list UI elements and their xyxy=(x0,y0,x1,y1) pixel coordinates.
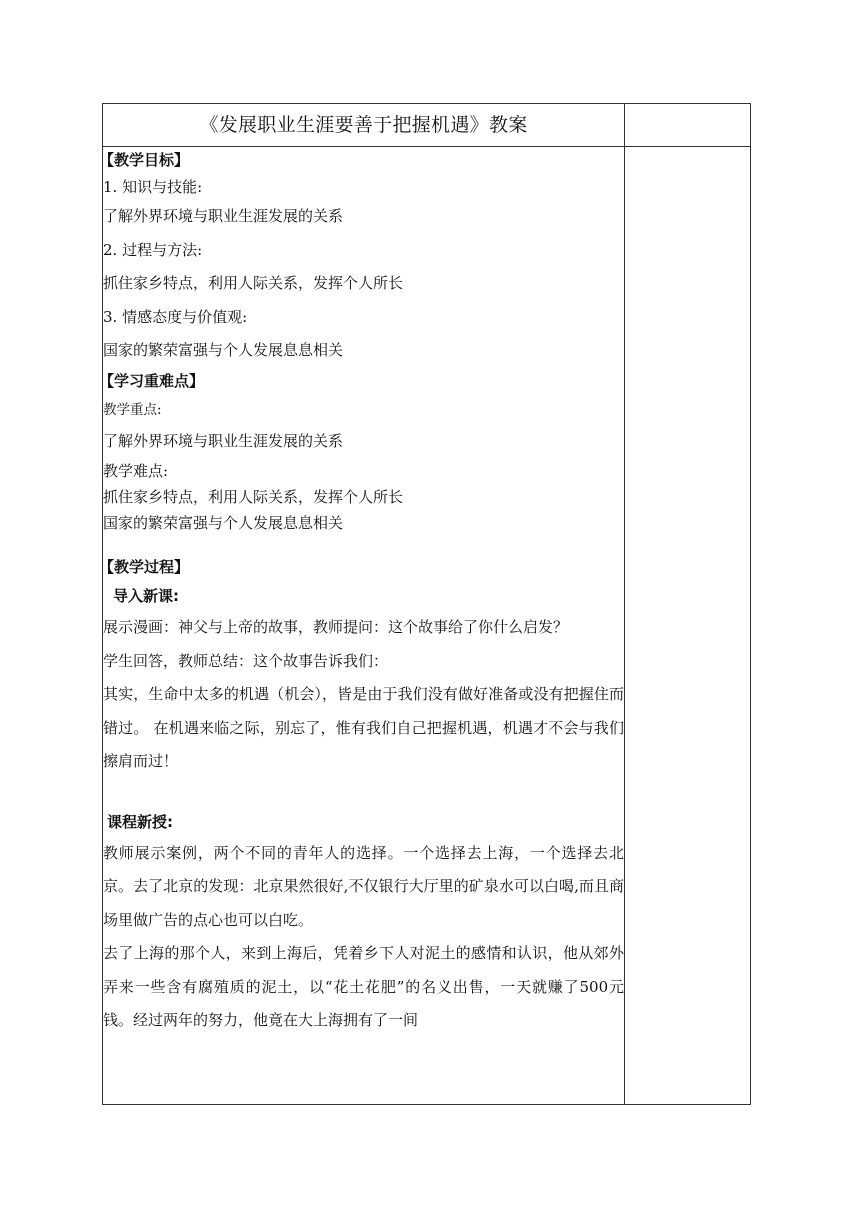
difficulty-text-1: 抓住家乡特点，利用人际关系，发挥个人所长 xyxy=(103,488,404,506)
key-points-heading: 【学习重难点】 xyxy=(99,371,205,390)
focus-label: 教学重点: xyxy=(103,401,162,418)
side-notes-cell xyxy=(625,147,751,1105)
spacer xyxy=(103,779,624,807)
new-lesson-paragraph-2: 去了上海的那个人，来到上海后，凭着乡下人对泥土的感情和认识，他从郊外弄来一些含有腐殖质的泥土，以“花土花肥”的名义出售，一天就赚了500元钱。经过两年的努力，他竟在大上海拥有了一间 xyxy=(103,944,624,1029)
title-cell xyxy=(103,104,625,147)
document-title: 《发展职业生涯要善于把握机遇》教案 xyxy=(199,114,528,136)
body-row xyxy=(103,147,751,1105)
objective-3-text: 国家的繁荣富强与个人发展息息相关 xyxy=(103,341,344,359)
objective-1-label: 1. 知识与技能: xyxy=(103,178,203,196)
spacer xyxy=(103,536,624,554)
objectives-heading: 【教学目标】 xyxy=(99,151,190,169)
difficulty-text-2: 国家的繁荣富强与个人发展息息相关 xyxy=(103,514,344,532)
process-heading: 【教学过程】 xyxy=(99,558,190,576)
difficulty-label: 教学难点: xyxy=(103,462,169,480)
title-row xyxy=(103,104,751,147)
objective-2-text: 抓住家乡特点，利用人际关系，发挥个人所长 xyxy=(103,274,404,292)
intro-paragraph-3: 其实，生命中太多的机遇（机会），皆是由于我们没有做好准备或没有把握住而错过。 在机遇来临之际，别忘了，惟有我们自己把握机遇，机遇才不会与我们擦肩而过！ xyxy=(103,685,624,770)
objective-3-label: 3. 情感态度与价值观: xyxy=(103,307,248,326)
new-lesson-paragraph-1: 教师展示案例，两个不同的青年人的选择。一个选择去上海，一个选择去北京。去了北京的发现：北京果然很好,不仅银行大厅里的矿泉水可以白喝,而且商场里做广告的点心也可以白吃。 xyxy=(103,843,624,929)
intro-paragraph-2: 学生回答，教师总结：这个故事告诉我们： xyxy=(103,651,389,670)
body-cell xyxy=(99,147,625,1105)
new-lesson-heading: 课程新授: xyxy=(107,812,173,831)
intro-paragraph-1: 展示漫画：神父与上帝的故事，教师提问：这个故事给了你什么启发？ xyxy=(103,618,569,636)
objective-2-label: 2. 过程与方法: xyxy=(103,240,203,259)
focus-text: 了解外界环境与职业生涯发展的关系 xyxy=(103,431,344,450)
lesson-plan-table xyxy=(99,103,751,1105)
side-header-cell xyxy=(625,104,751,147)
objective-1-text: 了解外界环境与职业生涯发展的关系 xyxy=(103,207,344,225)
intro-heading: 导入新课: xyxy=(113,587,179,605)
